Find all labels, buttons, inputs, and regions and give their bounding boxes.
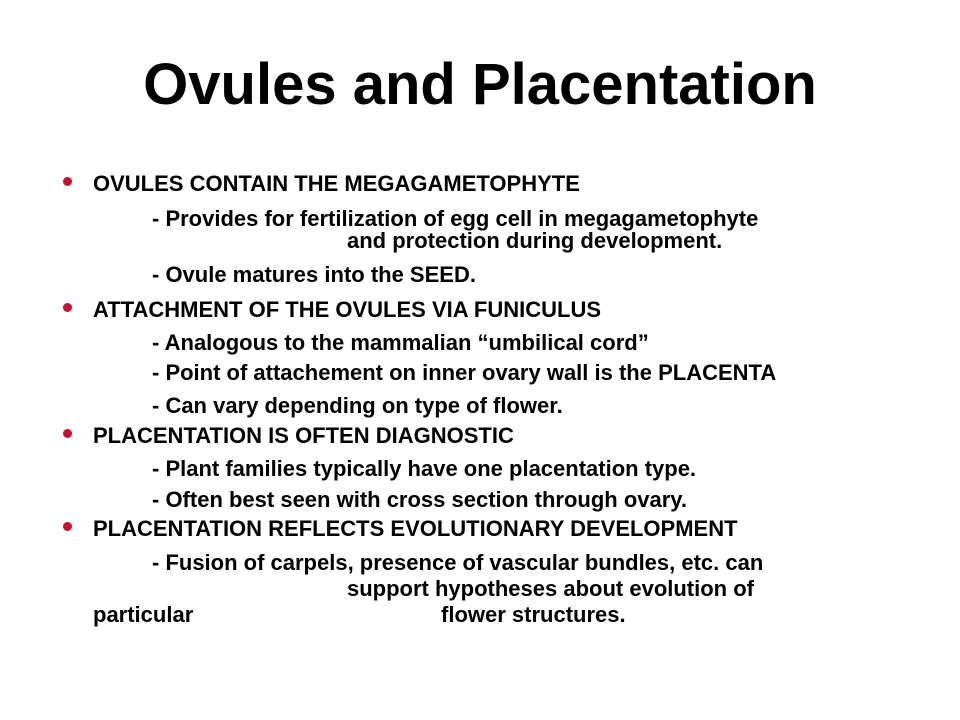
bullet-1-heading: OVULES CONTAIN THE MEGAGAMETOPHYTE (93, 171, 580, 196)
bullet-1-subline-3: - Ovule matures into the SEED. (152, 262, 476, 287)
bullet-3-heading: PLACENTATION IS OFTEN DIAGNOSTIC (93, 423, 514, 448)
bullet-3-dot (63, 429, 72, 438)
bullet-1-subline-1: - Provides for fertilization of egg cell in megagametophyte (152, 206, 759, 231)
bullet-2-subline-2: - Point of attachement on inner ovary wall is the PLACENTA (152, 360, 777, 385)
slide-title: Ovules and Placentation (143, 52, 817, 117)
bullet-3-subline-2: - Often best seen with cross section through ovary. (152, 487, 688, 512)
bullet-2-subline-1: - Analogous to the mammalian “umbilical cord” (152, 330, 649, 355)
bullet-4-subline-1: - Fusion of carpels, presence of vascular bundles, etc. can (152, 550, 764, 575)
bullet-4-heading: PLACENTATION REFLECTS EVOLUTIONARY DEVELOPMENT (93, 516, 738, 541)
bullet-4-dot (63, 522, 72, 531)
bullet-4-subline-2: support hypotheses about evolution of (347, 576, 754, 601)
bullet-2-heading: ATTACHMENT OF THE OVULES VIA FUNICULUS (93, 297, 602, 322)
bullet-4-subline-4: flower structures. (441, 602, 626, 627)
bullet-4-subline-3: particular (93, 602, 194, 627)
bullet-2-subline-3: - Can vary depending on type of flower. (152, 393, 563, 418)
bullet-3-subline-1: - Plant families typically have one placentation type. (152, 456, 697, 481)
bullet-1-dot (63, 177, 72, 186)
bullet-2-dot (63, 303, 72, 312)
bullet-1-subline-2: and protection during development. (347, 228, 723, 253)
